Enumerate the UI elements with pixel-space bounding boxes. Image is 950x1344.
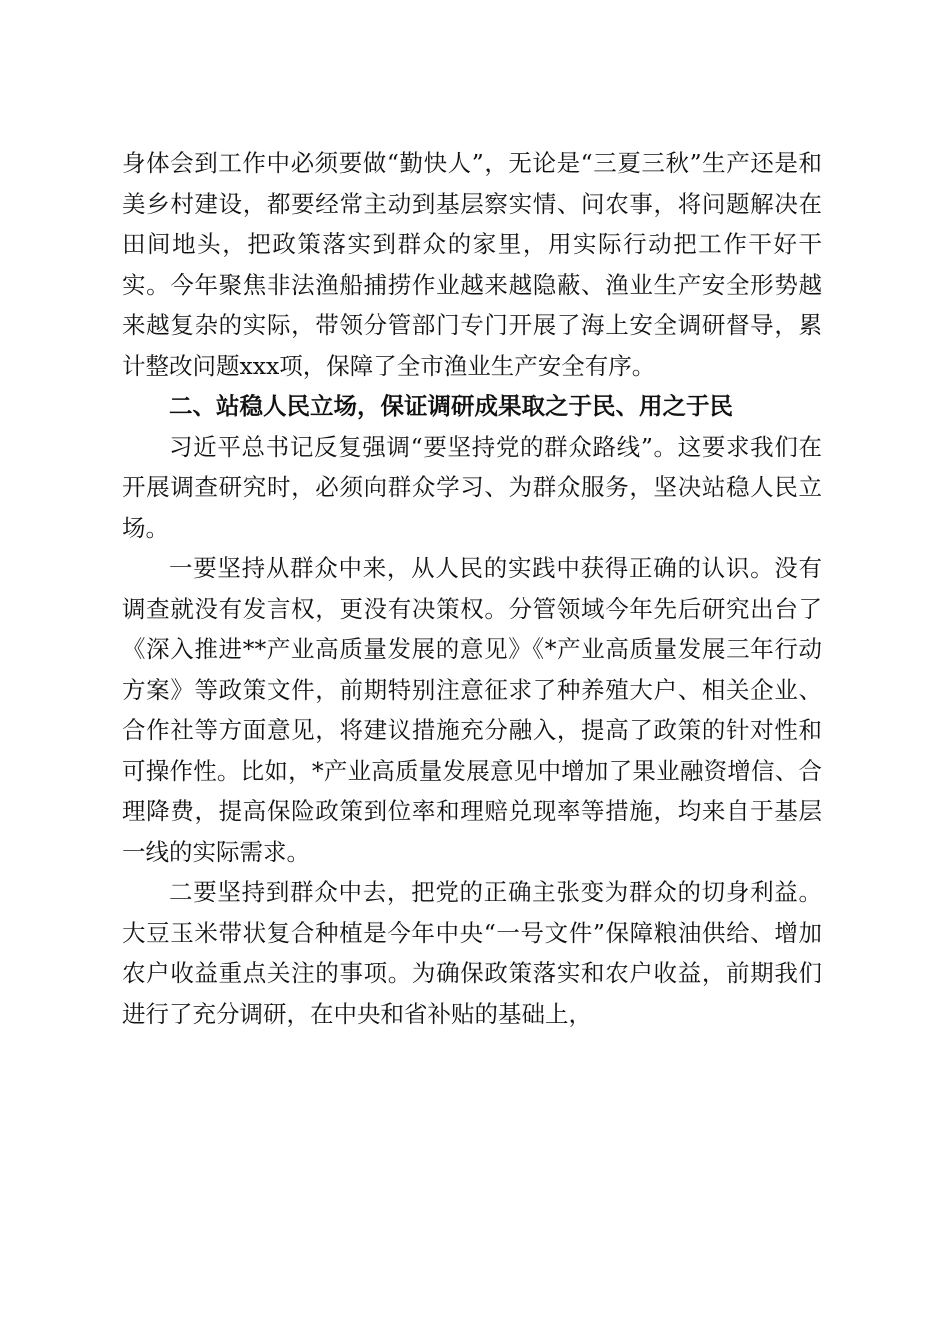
paragraph-point-one: 一要坚持从群众中来，从人民的实践中获得正确的认识。没有调查就没有发言权，更没有决策权。分管领域今年先后研究出台了《深入推进**产业高质量发展的意见》《*产业高质量发展三年行动方案》等政策文件，前期特别注意征求了种养殖大户、相关企业、合作社等方面意见，将建议措施充分融入，提高了政策的针对性和可操作性。比如，*产业高质量发展意见中增加了果业融资增信、合理降费，提高保险政策到位率和理赔兑现率等措施，均来自于基层一线的实际需求。 bbox=[122, 554, 822, 866]
paragraph-point-two: 二要坚持到群众中去，把党的正确主张变为群众的切身利益。大豆玉米带状复合种植是今年中央“一号文件”保障粮油供给、增加农户收益重点关注的事项。为确保政策落实和农户收益，前期我们进行了充分调研，在中央和省补贴的基础上， bbox=[122, 878, 822, 1028]
document-body bbox=[122, 143, 822, 1034]
section-heading: 二、站稳人民立场，保证调研成果取之于民、用之于民 bbox=[169, 392, 733, 420]
paragraph-intro: 习近平总书记反复强调“要坚持党的群众路线”。这要求我们在开展调查研究时，必须向群众学习、为群众服务，坚决站稳人民立场。 bbox=[122, 432, 822, 542]
paragraph-continuation: 身体会到工作中必须要做“勤快人”，无论是“三夏三秋”生产还是和美乡村建设，都要经常主动到基层察实情、问农事，将问题解决在田间地头，把政策落实到群众的家里，用实际行动把工作干好干实。今年聚焦非法渔船捕捞作业越来越隐蔽、渔业生产安全形势越来越复杂的实际，带领分管部门专门开展了海上安全调研督导，累计整改问题xxx项，保障了全市渔业生产安全有序。 bbox=[122, 149, 822, 380]
